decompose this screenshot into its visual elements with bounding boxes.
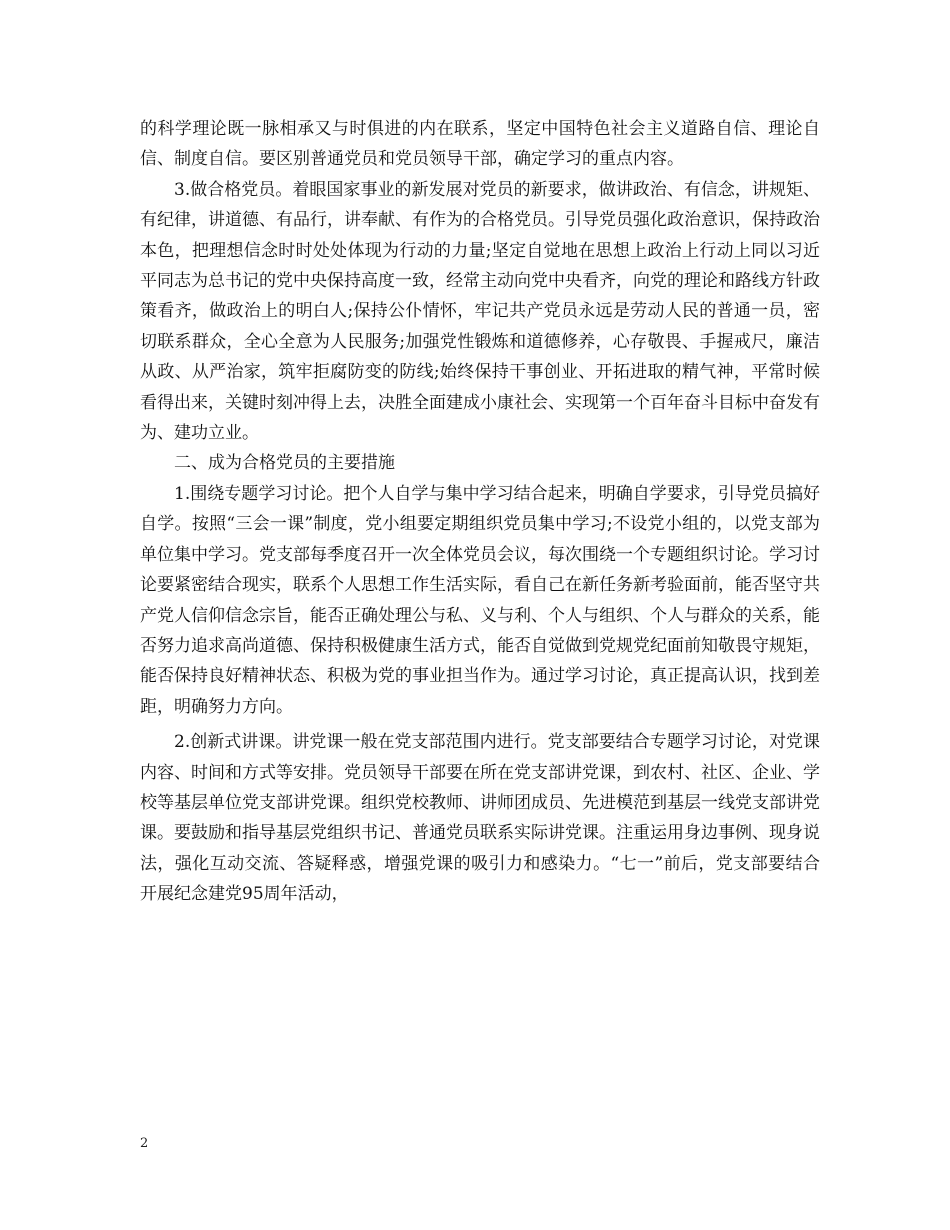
page-body bbox=[140, 114, 820, 910]
paragraph-innovative-lecture: 2.创新式讲课。讲党课一般在党支部范围内进行。党支部要结合专题学习讨论，对党课内容、时间和方式等安排。党员领导干部要在所在党支部讲党课，到农村、社区、企业、学校等基层单位党支部讲党课。组织党校教师、讲师团成员、先进模范到基层一线党支部讲党课。要鼓励和指导基层党组织书记、普通党员联系实际讲党课。注重运用身边事例、现身说法，强化互动交流、答疑释惑，增强党课的吸引力和感染力。“七一”前后，党支部要结合开展纪念建党95周年活动， bbox=[140, 732, 820, 905]
page-number: 2 bbox=[140, 1136, 149, 1151]
paragraph-study-discussion: 1.围绕专题学习讨论。把个人自学与集中学习结合起来，明确自学要求，引导党员搞好自学。按照“三会一课”制度，党小组要定期组织党员集中学习;不设党小组的，以党支部为单位集中学习。党支部每季度召开一次全体党员会议，每次围绕一个专题组织讨论。学习讨论要紧密结合现实，联系个人思想工作生活实际，看自己在新任务新考验面前，能否坚守共产党人信仰信念宗旨，能否正确处理公与私、义与利、个人与组织、个人与群众的关系，能否努力追求高尚道德、保持积极健康生活方式，能否自觉做到党规党纪面前知敬畏守规矩，能否保持良好精神状态、积极为党的事业担当作为。通过学习讨论，真正提高认识，找到差距，明确努力方向。 bbox=[140, 483, 820, 717]
paragraph-qualified-member: 3.做合格党员。着眼国家事业的新发展对党员的新要求，做讲政治、有信念，讲规矩、有纪律，讲道德、有品行，讲奉献、有作为的合格党员。引导党员强化政治意识，保持政治本色，把理想信念时时处处体现为行动的力量;坚定自觉地在思想上政治上行动上同以习近平同志为总书记的党中央保持高度一致，经常主动向党中央看齐，向党的理论和路线方针政策看齐，做政治上的明白人;保持公仆情怀，牢记共产党员永远是劳动人民的普通一员，密切联系群众，全心全意为人民服务;加强党性锻炼和道德修养，心存敬畏、手握戒尺，廉洁从政、从严治家，筑牢拒腐防变的防线;始终保持干事创业、开拓进取的精气神，平常时候看得出来，关键时刻冲得上去，决胜全面建成小康社会、实现第一个百年奋斗目标中奋发有为、建功立业。 bbox=[140, 179, 820, 444]
section-heading: 二、成为合格党员的主要措施 bbox=[174, 453, 395, 474]
paragraph-continuation: 的科学理论既一脉相承又与时俱进的内在联系，坚定中国特色社会主义道路自信、理论自信、制度自信。要区别普通党员和党员领导干部，确定学习的重点内容。 bbox=[140, 119, 820, 170]
